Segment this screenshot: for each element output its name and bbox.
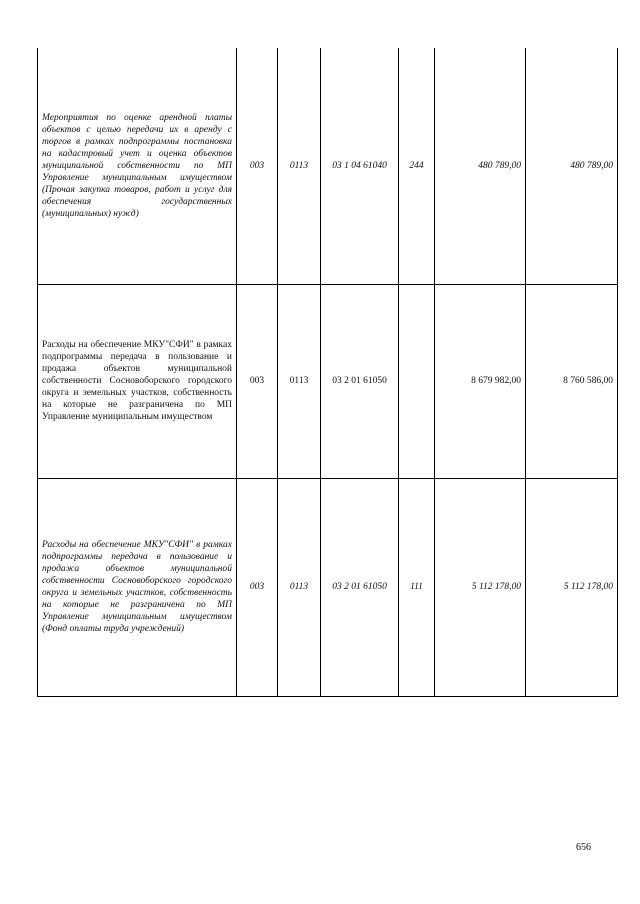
expense-type-cell: [399, 284, 435, 478]
expense-name-cell: Мероприятия по оценке арендной платы объектов с целью передачи их в аренду с торгов в рамках подпрограммы постановка на кадастровый учет и оценка объектов муниципальной собственности по МП Управление муниципальным имуществом (Прочая закупка товаров, работ и услуг для обеспечения государственных (муниципальных) нужд): [38, 48, 237, 284]
amount-cell: 480 789,00: [526, 48, 618, 284]
table-row: [38, 284, 618, 478]
budget-table: [37, 48, 618, 697]
section-code-cell: 0113: [278, 284, 321, 478]
amount-cell: 480 789,00: [435, 48, 526, 284]
expense-name-cell: Расходы на обеспечение МКУ"СФИ" в рамках подпрограммы передача в пользование и продажа объектов муниципальной собственности Сосновоборского городского округа и земельных участков, собственность на которые не разграничена по МП Управление муниципальным имуществом (Фонд оплаты труда учреждений): [38, 478, 237, 696]
department-code-cell: 003: [237, 478, 278, 696]
section-code-cell: 0113: [278, 478, 321, 696]
expense-type-cell: 111: [399, 478, 435, 696]
target-article-cell: 03 2 01 61050: [321, 284, 399, 478]
expense-type-cell: 244: [399, 48, 435, 284]
section-code-cell: 0113: [278, 48, 321, 284]
table-row: [38, 48, 618, 284]
expense-name-cell: Расходы на обеспечение МКУ"СФИ" в рамках подпрограммы передача в пользование и продажа объектов муниципальной собственности Сосновоборского городского округа и земельных участков, собственность на которые не разграничена по МП Управление муниципальным имуществом: [38, 284, 237, 478]
amount-cell: 5 112 178,00: [435, 478, 526, 696]
page-number: 656: [576, 842, 591, 853]
target-article-cell: 03 1 04 61040: [321, 48, 399, 284]
department-code-cell: 003: [237, 284, 278, 478]
department-code-cell: 003: [237, 48, 278, 284]
amount-cell: 5 112 178,00: [526, 478, 618, 696]
amount-cell: 8 679 982,00: [435, 284, 526, 478]
table-row: [38, 478, 618, 696]
amount-cell: 8 760 586,00: [526, 284, 618, 478]
target-article-cell: 03 2 01 61050: [321, 478, 399, 696]
